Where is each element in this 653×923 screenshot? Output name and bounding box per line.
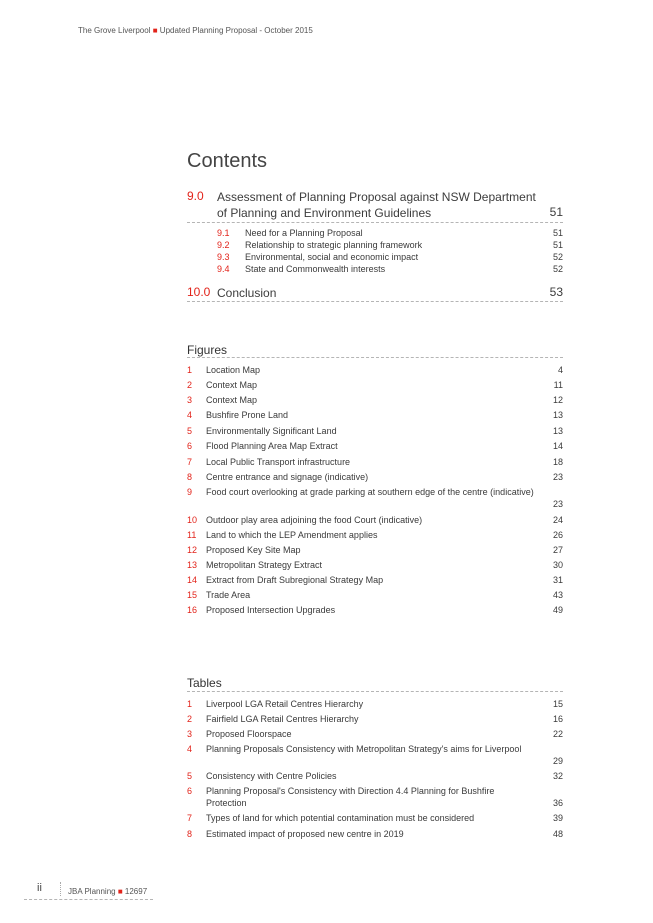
figure-number: 15 [187,590,198,600]
table-title: Proposed Floorspace [206,729,292,739]
figure-number: 6 [187,441,193,451]
section-number: 10.0 [187,285,211,299]
footer-left: JBA Planning [68,887,116,896]
figure-title: Metropolitan Strategy Extract [206,560,323,570]
subsection-page: 51 [552,240,563,250]
figure-title: Land to which the LEP Amendment applies [206,530,378,540]
footer-dotted-line [24,899,153,900]
figure-title: Outdoor play area adjoining the food Court (indicative) [206,515,423,525]
section-number: 9.0 [187,189,204,203]
table-page: 36 [552,798,563,808]
footer-right: 12697 [124,887,148,896]
figure-title: Extract from Draft Subregional Strategy Map [206,575,384,585]
section-title: Assessment of Planning Proposal against NSW Department of Planning and Environment Guidelines [217,190,536,220]
figure-page: 24 [552,515,563,525]
dotted-divider [187,222,563,223]
subsection-page: 52 [552,252,563,262]
figure-number: 12 [187,545,198,555]
figure-page: 49 [552,605,563,615]
section-page: 53 [549,285,563,299]
figure-number: 9 [187,487,193,497]
tables-heading: Tables [187,676,222,690]
figure-title: Proposed Key Site Map [206,545,301,555]
figure-page: 43 [552,590,563,600]
page-title: Contents [187,150,268,172]
subsection-page: 52 [552,264,563,274]
table-number: 1 [187,699,193,709]
figure-title: Flood Planning Area Map Extract [206,441,338,451]
figure-page: 31 [552,575,563,585]
figure-number: 1 [187,365,193,375]
figure-number: 16 [187,605,198,615]
footer-text [68,887,147,896]
subsection-number: 9.2 [217,240,230,250]
section-title: Conclusion [217,286,277,300]
figure-title: Centre entrance and signage (indicative) [206,472,369,482]
figure-title: Context Map [206,395,258,405]
figure-number: 7 [187,457,193,467]
figure-title: Proposed Intersection Upgrades [206,605,336,615]
figure-number: 4 [187,410,193,420]
table-page: 48 [552,829,563,839]
figure-page: 4 [557,365,563,375]
footer-separator: ■ [117,887,123,896]
table-page: 16 [552,714,563,724]
dotted-divider [187,357,563,358]
figure-page: 18 [552,457,563,467]
header-separator: ■ [152,26,158,35]
footer-divider [60,882,61,896]
figure-page: 13 [552,410,563,420]
subsection-number: 9.4 [217,264,230,274]
figure-page: 23 [552,472,563,482]
figure-page: 23 [552,499,563,509]
table-number: 2 [187,714,193,724]
figure-page: 12 [552,395,563,405]
subsection-number: 9.3 [217,252,230,262]
table-number: 3 [187,729,193,739]
table-page: 32 [552,771,563,781]
figure-number: 14 [187,575,198,585]
table-page: 22 [552,729,563,739]
table-number: 4 [187,744,193,754]
table-number: 6 [187,786,193,796]
table-number: 8 [187,829,193,839]
table-title: Planning Proposal's Consistency with Direction 4.4 Planning for Bushfire Protection [206,786,495,808]
figure-title: Bushfire Prone Land [206,410,289,420]
subsection-title: Environmental, social and economic impact [245,252,419,262]
figure-page: 11 [553,380,563,390]
figure-page: 14 [552,441,563,451]
figure-number: 5 [187,426,193,436]
figure-title: Location Map [206,365,261,375]
table-title: Liverpool LGA Retail Centres Hierarchy [206,699,364,709]
table-title: Consistency with Centre Policies [206,771,337,781]
figure-number: 13 [187,560,198,570]
subsection-title: State and Commonwealth interests [245,264,386,274]
section-page: 51 [549,205,563,219]
table-title: Fairfield LGA Retail Centres Hierarchy [206,714,359,724]
figure-title: Food court overlooking at grade parking at southern edge of the centre (indicative) [206,487,534,497]
table-title: Planning Proposals Consistency with Metropolitan Strategy's aims for Liverpool [206,744,522,754]
dotted-divider [187,691,563,692]
table-page: 39 [552,813,563,823]
table-number: 5 [187,771,193,781]
figure-page: 27 [552,545,563,555]
figure-title: Local Public Transport infrastructure [206,457,351,467]
header-right: Updated Planning Proposal - October 2015 [159,26,313,35]
figure-title: Environmentally Significant Land [206,426,337,436]
figure-title: Context Map [206,380,258,390]
running-header [78,26,313,35]
figure-number: 3 [187,395,193,405]
figure-page: 30 [552,560,563,570]
figure-number: 10 [187,515,198,525]
table-page: 15 [552,699,563,709]
figure-page: 13 [552,426,563,436]
figure-page: 26 [552,530,563,540]
page-number: ii [37,882,42,894]
header-left: The Grove Liverpool [78,26,151,35]
figure-number: 8 [187,472,193,482]
table-page: 29 [552,756,563,766]
dotted-divider [187,301,563,302]
table-title: Types of land for which potential contamination must be considered [206,813,475,823]
subsection-title: Need for a Planning Proposal [245,228,363,238]
figure-number: 2 [187,380,193,390]
subsection-title: Relationship to strategic planning framework [245,240,423,250]
figure-number: 11 [187,530,197,540]
figure-title: Trade Area [206,590,251,600]
figures-heading: Figures [187,343,228,357]
table-title: Estimated impact of proposed new centre in 2019 [206,829,404,839]
table-number: 7 [187,813,193,823]
subsection-number: 9.1 [217,228,230,238]
subsection-page: 51 [552,228,563,238]
